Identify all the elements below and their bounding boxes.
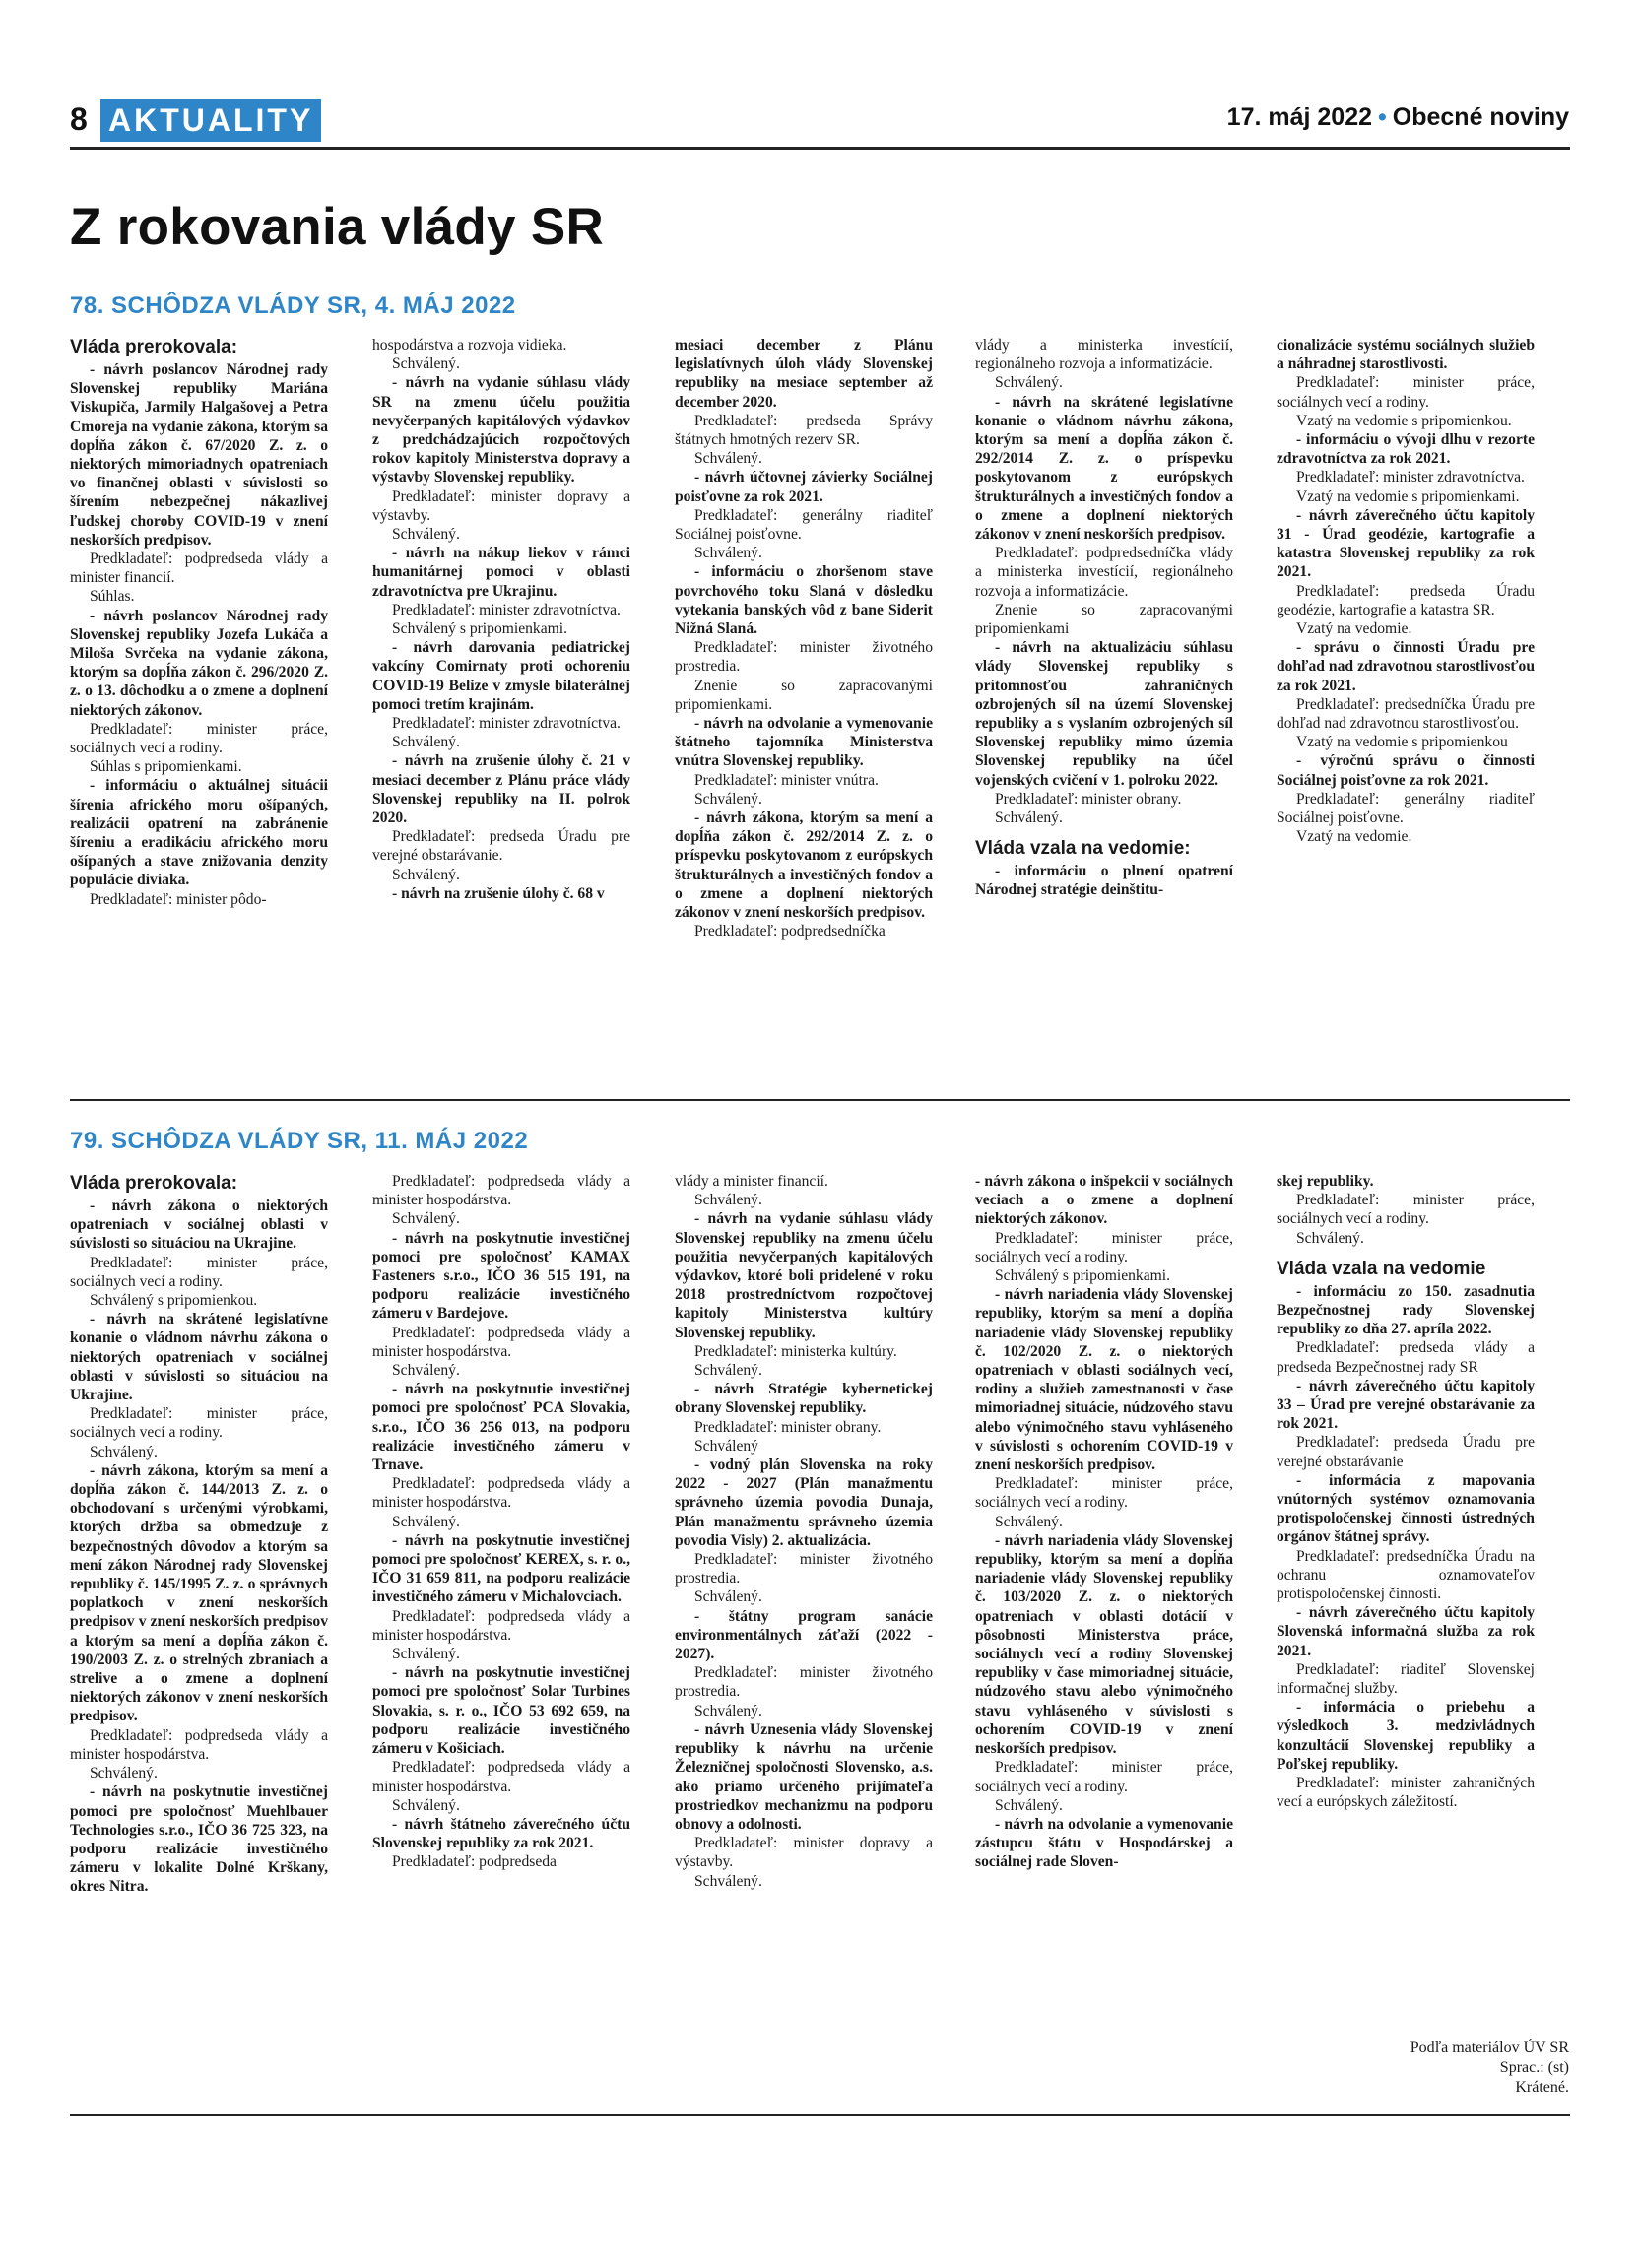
session-heading-79: 79. SCHÔDZA VLÁDY SR, 11. MÁJ 2022 (70, 1128, 529, 1154)
agenda-item: - návrh na nákup liekov v rámci humanitárnej pomoci v oblasti zdravotníctva pre Ukrajinu. (372, 545, 630, 600)
decision-text: Predkladateľ: predsedníčka Úradu pre dohľad nad zdravotnou starostlivosťou. (1277, 695, 1535, 733)
agenda-item: - návrh darovania pediatrickej vakcíny Comirnaty proti ochoreniu COVID-19 Belize v zmysle bilaterálnej pomoci tretím krajinám. (372, 639, 630, 713)
decision-text: Predkladateľ: podpredsedníčka vlády a ministerka investícií, regionálneho rozvoja a informatizácie. (975, 545, 1233, 600)
decision-text: Schválený. (995, 374, 1063, 392)
decision-text: Predkladateľ: podpredseda (392, 1853, 557, 1871)
credit-source: Podľa materiálov ÚV SR (1410, 2040, 1569, 2056)
decision-text: Predkladateľ: minister dopravy a výstavby. (675, 1835, 933, 1871)
decision-text: Predkladateľ: minister zdravotníctva. (1296, 469, 1525, 486)
agenda-item: - návrh zákona o inšpekcii v sociálnych veciach a o zmene a doplnení niektorých zákonov. (975, 1173, 1233, 1228)
decision-text: Schválený. (694, 450, 762, 468)
agenda-item: - informáciu zo 150. zasadnutia Bezpečnostnej rady Slovenskej republiky zo dňa 27. apríla 2022. (1277, 1282, 1535, 1338)
decision-text: Predkladateľ: minister práce, sociálnych vecí a rodiny. (70, 720, 328, 757)
agenda-item: - výročnú správu o činnosti Sociálnej poisťovne za rok 2021. (1277, 752, 1535, 789)
decision-text: Schválený. (694, 1192, 762, 1209)
agenda-item: - návrh na vydanie súhlasu vlády SR na zmenu účelu použitia nevyčerpaných kapitálových výdavkov z predchádzajúcich rozpočtových rokov kapitoly Ministerstva dopravy a výstavby Slovenskej republiky. (372, 374, 630, 486)
decision-text: Schválený. (392, 866, 460, 883)
decision-text: Schválený. (1296, 1229, 1364, 1247)
decision-text: Predkladateľ: minister životného prostredia. (675, 1551, 933, 1588)
decision-text: Predkladateľ: podpredseda vlády a minister hospodárstva. (70, 1726, 328, 1763)
agenda-item: - informáciu o aktuálnej situácii šírenia afrického moru ošípaných, realizácii opatrení na zabránenie šíreniu a eradikáciu afrického moru ošípaných a stave znižovania denzity populácie diviaka. (70, 777, 328, 889)
decision-text: Predkladateľ: minister životného prostredia. (675, 1664, 933, 1701)
decision-text: Schválený. (392, 1646, 460, 1663)
decision-text: Predkladateľ: predseda Úradu geodézie, kartografie a katastra SR. (1277, 582, 1535, 618)
decision-text: Schválený. (995, 1796, 1063, 1814)
decision-text: Predkladateľ: predseda vlády a predseda Bezpečnostnej rady SR (1277, 1339, 1535, 1376)
decision-text: Vzatý na vedomie s pripomienkou (1296, 734, 1508, 751)
agenda-item: - návrh zákona, ktorým sa mení a dopĺňa zákon č. 292/2014 Z. z. o príspevku poskytovanom z európskych štrukturálnych a investičných fondov a o zmene a doplnení niektorých zákonov v znení neskorších predpisov. (675, 810, 933, 922)
agenda-item: skej republiky. (1277, 1173, 1374, 1190)
decision-text: Schválený. (995, 810, 1063, 827)
decision-text: Predkladateľ: minister obrany. (694, 1418, 882, 1436)
article-column (975, 336, 1233, 900)
agenda-item: - návrh záverečného účtu kapitoly 33 – Úrad pre verejné obstarávanie za rok 2021. (1277, 1377, 1535, 1433)
decision-text: Predkladateľ: ministerka kultúry. (694, 1342, 897, 1360)
decision-text: Predkladateľ: minister zdravotníctva. (392, 715, 621, 733)
decision-text: Predkladateľ: minister životného prostredia. (675, 639, 933, 676)
page-number: 8 (70, 101, 88, 137)
agenda-item: - návrh na skrátené legislatívne konanie o vládnom návrhu zákona o niektorých opatreniach v sociálnej oblasti v súvislosti so situáciou na Ukrajine. (70, 1311, 328, 1404)
credit-note: Krátené. (1515, 2079, 1569, 2096)
subsection-heading: Vláda vzala na vedomie (1277, 1258, 1486, 1279)
decision-text: Schválený. (694, 1872, 762, 1890)
decision-text: Schválený. (694, 1362, 762, 1380)
decision-text: Predkladateľ: generálny riaditeľ Sociálnej poisťovne. (1277, 790, 1535, 827)
article-column (372, 1172, 630, 1872)
article-column (372, 336, 630, 903)
decision-text: vlády a minister financií. (675, 1173, 828, 1190)
article-column (1277, 1172, 1535, 1812)
section-divider (70, 1099, 1570, 1101)
agenda-item: - návrh na poskytnutie investičnej pomoci pre spoločnosť KEREX, s. r. o., IČO 31 659 811, na podporu realizácie investičného zámeru v Michalovciach. (372, 1531, 630, 1606)
decision-text: Predkladateľ: minister zdravotníctva. (392, 601, 621, 618)
issue-date: 17. máj 2022 (1226, 103, 1373, 131)
agenda-item: - informáciu o plnení opatrení Národnej stratégie deinštitu- (975, 863, 1233, 899)
decision-text: Schválený. (392, 1796, 460, 1814)
decision-text: Predkladateľ: minister zahraničných vecí a európskych záležitostí. (1277, 1775, 1535, 1811)
decision-text: Vzatý na vedomie s pripomienkou. (1296, 412, 1512, 429)
article-column (675, 336, 933, 941)
agenda-item: - návrh štátneho záverečného účtu Slovenskej republiky za rok 2021. (372, 1815, 630, 1852)
agenda-item: - informácia o priebehu a výsledkoch 3. medzivládnych konzultácií Slovenskej republiky a Poľskej republiky. (1277, 1699, 1535, 1773)
decision-text: Vzatý na vedomie. (1296, 828, 1412, 846)
agenda-item: - návrh zákona, ktorým sa mení a dopĺňa zákon č. 144/2013 Z. z. o obchodovaní s určenými výrobkami, ktorých držba sa obmedzuje z bezpečnostných dôvodov a ktorým sa mení zákon Národnej rady Slovenskej republiky č. 145/1995 Z. z. o správnych poplatkoch v znení neskorších predpisov v znení neskorších predpisov a ktorým sa mení a dopĺňa zákon č. 190/2003 Z. z. o strelných zbraniach a strelive a o zmene a doplnení niektorých zákonov v znení neskorších predpisov. (70, 1461, 328, 1725)
decision-text: Schválený s pripomienkami. (995, 1267, 1170, 1285)
article-column (975, 1172, 1233, 1872)
decision-text: Predkladateľ: generálny riaditeľ Sociálnej poisťovne. (675, 506, 933, 544)
decision-text: Schválený (694, 1437, 758, 1455)
agenda-item: - návrh na zrušenie úlohy č. 68 v (392, 884, 605, 902)
agenda-item: - návrh na vydanie súhlasu vlády Slovenskej republiky na zmenu účelu použitia nevyčerpaných kapitálových výdavkov, ktoré boli pridelené v roku 2018 prostredníctvom rozpočtovej kapitoly Ministerstva kultúry Slovenskej republiky. (675, 1210, 933, 1341)
decision-text: Predkladateľ: minister práce, sociálnych vecí a rodiny. (1277, 1192, 1535, 1228)
decision-text: Predkladateľ: minister práce, sociálnych vecí a rodiny. (70, 1405, 328, 1442)
decision-text: Schválený s pripomienkami. (392, 620, 567, 638)
decision-text: vlády a ministerka investícií, regionálneho rozvoja a informatizácie. (975, 337, 1233, 373)
decision-text: Vzatý na vedomie s pripomienkami. (1296, 487, 1520, 505)
agenda-item: - návrh na poskytnutie investičnej pomoci pre spoločnosť Muehlbauer Technologies s.r.o., IČO 36 725 323, na podporu realizácie investičného zámeru v lokalite Dolné Krškany, okres Nitra. (70, 1783, 328, 1896)
agenda-item: - návrh zákona o niektorých opatreniach v sociálnej oblasti v súvislosti so situáciou na Ukrajine. (70, 1198, 328, 1253)
agenda-item: - informáciu o zhoršenom stave povrchového toku Slaná v dôsledku vytekania banských vôd z bane Siderit Nižná Slaná. (675, 563, 933, 638)
decision-text: Predkladateľ: minister práce, sociálnych vecí a rodiny. (975, 1475, 1233, 1512)
agenda-item: - návrh poslancov Národnej rady Slovenskej republiky Mariána Viskupiča, Jarmily Halgašovej a Petra Cmoreja na vydanie zákona, ktorým sa dopĺňa zákon č. 67/2020 Z. z. o niektorých mimoriadnych opatreniach vo finančnej oblasti v súvislosti so šírením nebezpečnej nákazlivej ľudskej choroby COVID-19 v znení neskorších predpisov. (70, 361, 328, 549)
decision-text: Schválený. (392, 356, 460, 373)
decision-text: Predkladateľ: podpredseda vlády a minister hospodárstva. (372, 1607, 630, 1644)
decision-text: Schválený s pripomienkou. (90, 1292, 258, 1310)
decision-text: Predkladateľ: podpredseda vlády a minister hospodárstva. (372, 1759, 630, 1795)
decision-text: Predkladateľ: podpredseda vlády a minister financií. (70, 551, 328, 587)
decision-text: Predkladateľ: predsedníčka Úradu na ochranu oznamovateľov protispoločenskej činnosti. (1277, 1547, 1535, 1603)
section-label: AKTUALITY (100, 99, 321, 142)
subsection-heading: Vláda prerokovala: (70, 1173, 238, 1194)
agenda-item: - návrh na odvolanie a vymenovanie štátneho tajomníka Ministerstva vnútra Slovenskej republiky. (675, 715, 933, 770)
decision-text: hospodárstva a rozvoja vidieka. (372, 337, 567, 354)
header-rule (70, 147, 1570, 150)
agenda-item: - návrh Stratégie kybernetickej obrany Slovenskej republiky. (675, 1381, 933, 1417)
decision-text: Znenie so zapracovanými pripomienkami. (675, 677, 933, 713)
decision-text: Predkladateľ: minister práce, sociálnych vecí a rodiny. (1277, 374, 1535, 411)
decision-text: Predkladateľ: minister práce, sociálnych vecí a rodiny. (70, 1254, 328, 1290)
decision-text: Vzatý na vedomie. (1296, 620, 1412, 638)
decision-text: Predkladateľ: minister práce, sociálnych vecí a rodiny. (975, 1229, 1233, 1265)
decision-text: Predkladateľ: minister pôdo- (90, 890, 267, 908)
decision-text: Predkladateľ: podpredseda vlády a minister hospodárstva. (372, 1324, 630, 1360)
agenda-item: - návrh poslancov Národnej rady Slovenskej republiky Jozefa Lukáča a Miloša Svrčeka na vydanie zákona, ktorým sa dopĺňa zákon č. 296/2020 Z. z. o 13. dôchodku a o zmene a doplnení niektorých zákonov. (70, 607, 328, 719)
separator-dot: • (1378, 103, 1387, 131)
decision-text: Schválený. (392, 1513, 460, 1530)
subsection-heading: Vláda prerokovala: (70, 337, 238, 357)
agenda-item: - návrh na zrušenie úlohy č. 21 v mesiaci december z Plánu práce vlády Slovenskej republiky na II. polrok 2020. (372, 752, 630, 827)
footer-rule (70, 2114, 1570, 2116)
session-heading-78: 78. SCHÔDZA VLÁDY SR, 4. MÁJ 2022 (70, 292, 516, 319)
decision-text: Predkladateľ: podpredseda vlády a minister hospodárstva. (372, 1475, 630, 1512)
agenda-item: - informáciu o vývoji dlhu v rezorte zdravotníctva za rok 2021. (1277, 431, 1535, 468)
agenda-item: - návrh na poskytnutie investičnej pomoci pre spoločnosť KAMAX Fasteners s.r.o., IČO 36 515 191, na podporu realizácie investičného zámeru v Bardejove. (372, 1229, 630, 1323)
decision-text: Predkladateľ: predseda Správy štátnych hmotných rezerv SR. (675, 412, 933, 449)
subsection-heading: Vláda vzala na vedomie: (975, 838, 1191, 860)
issue-info (1227, 103, 1569, 132)
decision-text: Predkladateľ: minister obrany. (995, 790, 1182, 808)
decision-text: Schválený. (694, 545, 762, 562)
decision-text: Schválený. (90, 1765, 158, 1782)
decision-text: Znenie so zapracovanými pripomienkami (975, 601, 1233, 638)
decision-text: Schválený. (392, 526, 460, 544)
decision-text: Predkladateľ: minister práce, sociálnych vecí a rodiny. (975, 1759, 1233, 1795)
article-column (1277, 336, 1535, 846)
decision-text: Schválený. (392, 1362, 460, 1380)
agenda-item: - návrh na skrátené legislatívne konanie o vládnom návrhu zákona, ktorým sa mení a dopĺňa zákon č. 292/2014 Z. z. o príspevku poskytovanom z európskych štrukturálnych a investičných fondov a o zmene a doplnení niektorých zákonov v znení neskorších predpisov. (975, 393, 1233, 544)
agenda-item: - návrh na aktualizáciu súhlasu vlády Slovenskej republiky s prítomnosťou zahraničných ozbrojených síl na území Slovenskej republiky a s vyslaním ozbrojených síl Slovenskej republiky mimo územia Slovenskej republiky na účel vojenských cvičení v 1. polroku 2022. (975, 639, 1233, 789)
article-column (675, 1172, 933, 1891)
decision-text: Predkladateľ: minister vnútra. (694, 771, 879, 789)
agenda-item: - návrh nariadenia vlády Slovenskej republiky, ktorým sa mení a dopĺňa nariadenie vlády Slovenskej republiky č. 102/2020 Z. z. o niektorých opatreniach v oblasti sociálnych vecí, rodiny a služieb zamestnanosti v čase mimoriadnej situácie, núdzového stavu alebo výnimočného stavu vyhláseného v súvislosti s ochorením COVID-19 v znení neskorších predpisov. (975, 1286, 1233, 1474)
agenda-item: - štátny program sanácie environmentálnych záťaží (2022 - 2027). (675, 1607, 933, 1663)
decision-text: Predkladateľ: predseda Úradu pre verejné obstarávanie. (372, 828, 630, 865)
agenda-item: - informácia z mapovania vnútorných systémov oznamovania protispoločenskej činnosti ústredných orgánov štátnej správy. (1277, 1471, 1535, 1546)
decision-text: Schválený. (694, 1588, 762, 1606)
agenda-item: mesiaci december z Plánu legislatívnych úloh vlády Slovenskej republiky na mesiace september až december 2020. (675, 337, 933, 411)
decision-text: Predkladateľ: podpredsedníčka (694, 923, 886, 940)
decision-text: Schválený. (90, 1443, 158, 1460)
decision-text: Predkladateľ: riaditeľ Slovenskej informačnej služby. (1277, 1660, 1535, 1698)
agenda-item: cionalizácie systému sociálnych služieb a náhradnej starostlivosti. (1277, 337, 1535, 373)
page-title: Z rokovania vlády SR (70, 198, 605, 256)
decision-text: Súhlas. (90, 588, 135, 606)
agenda-item: - návrh záverečného účtu kapitoly 31 - Úrad geodézie, kartografie a katastra Slovenskej republiky za rok 2021. (1277, 506, 1535, 581)
decision-text: Schválený. (694, 790, 762, 808)
agenda-item: - návrh Uznesenia vlády Slovenskej republiky k návrhu na určenie Železničnej spoločnosti Slovensko, a.s. ako priamo určeného prijímateľa prostriedkov mechanizmu na podporu obnovy a odolnosti. (675, 1720, 933, 1833)
decision-text: Predkladateľ: minister dopravy a výstavby. (372, 487, 630, 524)
decision-text: Schválený. (694, 1702, 762, 1719)
credit-editor: Sprac.: (st) (1499, 2059, 1569, 2076)
article-column (70, 336, 328, 909)
agenda-item: - návrh účtovnej závierky Sociálnej poisťovne za rok 2021. (675, 469, 933, 505)
agenda-item: - návrh záverečného účtu kapitoly Slovenská informačná služba za rok 2021. (1277, 1604, 1535, 1659)
article-credit (1274, 2039, 1569, 2098)
decision-text: Súhlas s pripomienkami. (90, 758, 242, 776)
agenda-item: - vodný plán Slovenska na roky 2022 - 2027 (Plán manažmentu správneho územia povodia Dunaja, Plán manažmentu správneho územia povodia Visly) 2. aktualizácia. (675, 1457, 933, 1549)
agenda-item: - návrh na poskytnutie investičnej pomoci pre spoločnosť PCA Slovakia, s.r.o., IČO 36 256 013, na podporu realizácie investičného zámeru v Trnave. (372, 1381, 630, 1474)
decision-text: Predkladateľ: predseda Úradu pre verejné obstarávanie (1277, 1434, 1535, 1470)
publication-name: Obecné noviny (1392, 103, 1569, 131)
decision-text: Schválený. (995, 1513, 1063, 1530)
article-column (70, 1172, 328, 1897)
agenda-item: - návrh nariadenia vlády Slovenskej republiky, ktorým sa mení a dopĺňa nariadenie vlády Slovenskej republiky č. 103/2020 Z. z. o niektorých opatreniach v oblasti dotácií v pôsobnosti Ministerstva práce, sociálnych vecí a rodiny Slovenskej republiky v čase mimoriadnej situácie, núdzového stavu alebo výnimočného stavu vyhláseného v súvislosti s ochorením COVID-19 v znení neskorších predpisov. (975, 1531, 1233, 1758)
agenda-item: - návrh na poskytnutie investičnej pomoci pre spoločnosť Solar Turbines Slovakia, s. r. o., IČO 53 692 659, na podporu realizácie investičného zámeru v Košiciach. (372, 1664, 630, 1758)
agenda-item: - návrh na odvolanie a vymenovanie zástupcu štátu v Hospodárskej a sociálnej rade Sloven- (975, 1815, 1233, 1871)
agenda-item: - správu o činnosti Úradu pre dohľad nad zdravotnou starostlivosťou za rok 2021. (1277, 639, 1535, 694)
decision-text: Schválený. (392, 734, 460, 751)
decision-text: Schválený. (392, 1210, 460, 1228)
decision-text: Predkladateľ: podpredseda vlády a minister hospodárstva. (372, 1173, 630, 1209)
